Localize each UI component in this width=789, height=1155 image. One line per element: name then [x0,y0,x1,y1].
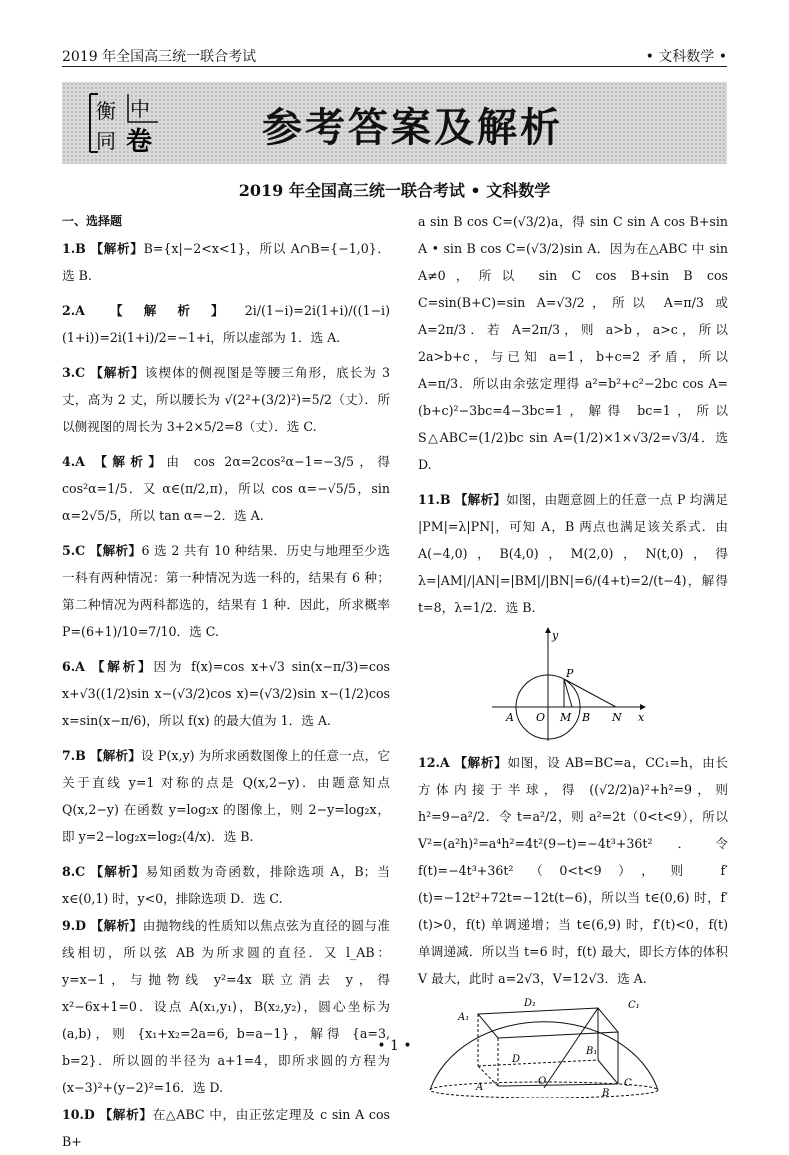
analysis-tag: 【解析】 [89,543,142,558]
paragraph-gap [62,351,390,359]
analysis-tag: 【解析】 [89,748,142,763]
paragraph-gap [418,478,728,486]
analysis-tag: 【解析】 [90,365,145,380]
answer-paragraph [62,448,390,529]
figure-label: D₁ [524,998,537,1009]
paragraph-text: B={x|−2<x<1}，所以 A∩B={−1,0}．选 B. [62,241,391,283]
section-heading [62,208,390,235]
logo-char-2: 中 [130,97,150,121]
paragraph-text: 设 P(x,y) 为所求函数图像上的任意一点，它关于直线 y=1 对称的点是 Q(x,2−y)．由题意知点 Q(x,2−y) 在函数 y=log₂x 的图像上，则 2−y=log₂x，即 y=2−log₂x=log₂(4/x)．选 B. [62,748,390,844]
figure-label: x [638,711,645,724]
answer-paragraph [62,653,390,734]
figure-label: B [602,1088,610,1098]
paragraph-gap [62,850,390,858]
paragraph-text: 由 cos 2α=2cos²α−1=−3/5，得 cos²α=1/5．又 α∈(π/2,π)，所以 cos α=−√5/5，sin α=2√5/5，所以 tan α=−2．选 A. [62,454,390,523]
figure-label: C₁ [628,1000,640,1011]
logo-char-4: 卷 [126,127,153,157]
answer-paragraph [62,297,390,351]
document-title: 2019 年全国高三统一联合考试 • 文科数学 [238,181,551,200]
paragraph-gap [62,734,390,742]
paragraph-gap [62,529,390,537]
figure-label: B₁ [586,1046,598,1057]
analysis-tag: 【解析】 [94,454,167,469]
analysis-tag: 【解析】 [454,492,507,507]
question-number: 9.D [62,918,87,933]
left-column [62,208,390,1155]
figure-label: M [560,711,572,724]
answer-paragraph [62,742,390,850]
question-number: 6.A [62,659,85,674]
figure-label: P [566,667,574,680]
paragraph-text: 由抛物线的性质知以焦点弦为直径的圆与准线相切，所以弦 AB 为所求圆的直径．又 l_AB：y=x−1，与抛物线 y²=4x 联立消去 y，得 x²−6x+1=0．设点 A(x₁,y₁)，B(x₂,y₂)，圆心坐标为 (a,b)，则 {x₁+x₂=2a=6, b=a−1}，解得 {a=3, b=2}．所以圆的半径为 a+1=4，即所求圆的方程为 (x−3)²+(y−2)²=16．选 D. [62,918,391,1095]
question-number: 2.A [62,303,85,318]
analysis-tag: 【解析】 [454,755,508,770]
question-number: 12.A [418,755,450,770]
running-header [62,44,727,67]
logo-char-1: 衡 [96,99,116,123]
paragraph-gap [62,440,390,448]
figure-label: A [506,711,514,724]
figure-label: O [538,1076,547,1087]
answer-paragraph [62,1101,390,1155]
figure-label: A₁ [458,1012,470,1023]
question-number: 7.B [62,748,86,763]
question-number: 1.B [62,241,86,256]
figure-label: D [512,1054,521,1065]
paragraph-text: a sin B cos C=(√3/2)a，得 sin C sin A cos B+sin A • sin B cos C=(√3/2)sin A．因为在△ABC 中 sin A≠0，所以 sin C cos B+sin B cos C=sin(B+C)=sin A=√3/2，所以 A=π/3 或 A=2π/3．若 A=2π/3，则 a>b，a>c，所以 2a>b+c，与已知 a=1，b+c=2 矛盾，所以 A=π/3．所以由余弦定理得 a²=b²+c²−2bc cos A=(b+c)²−3bc=4−3bc=1，解得 bc=1，所以 S△ABC=(1/2)bc sin A=(1/2)×1×√3/2=√3/4．选 D. [418,214,728,472]
paragraph-text: 在△ABC 中，由正弦定理及 c sin A cos B+ [62,1107,390,1149]
q11-figure [488,625,648,743]
answer-paragraph [62,858,390,912]
answer-banner [62,82,727,164]
analysis-tag: 【解析】 [99,1107,153,1122]
figure-label: y [552,629,559,642]
paragraph-text: 6 选 2 共有 10 种结果．历史与地理至少选一科有两种情况：第一种情况为选一科的，结果有 6 种；第二种情况为两科都选的，结果有 1 种．因此，所求概率 P=(6+1)/10=7/10．选 C. [62,543,390,639]
right-column [418,208,728,1098]
figure-label: C [624,1078,632,1089]
header-right: • 文科数学 • [645,49,727,65]
answer-paragraph [62,359,390,440]
analysis-tag: 【解析】 [90,241,144,256]
logo-char-3: 同 [96,129,116,153]
paragraph-text: 如图，由题意圆上的任意一点 P 均满足 |PM|=λ|PN|，可知 A，B 两点也满足该关系式．由 A(−4,0)，B(4,0)，M(2,0)，N(t,0)，得 λ=|AM|/|AN|=|BM|/|BN|=6/(4+t)=2/(t−4)，解得 t=8，λ=1/2．选 B. [418,492,728,615]
paragraph-text: 该楔体的侧视图是等腰三角形，底长为 3 丈，高为 2 丈，所以腰长为 √(2²+(3/2)²)=5/2（丈）．所以侧视图的周长为 3+2×5/2=8（丈）．选 C. [62,365,390,434]
paragraph-text: 易知函数为奇函数，排除选项 A，B；当 x∈(0,1) 时，y<0，排除选项 D．选 C. [62,864,390,906]
analysis-tag: 【解析】 [110,303,245,318]
analysis-tag: 【解析】 [90,918,143,933]
question-number: 11.B [418,492,451,507]
analysis-tag: 【解析】 [91,659,154,674]
figure-label: N [612,711,622,724]
header-left: 2019 年全国高三统一联合考试 [62,49,257,65]
answer-paragraph [62,912,390,1101]
answer-paragraph [418,749,728,992]
analysis-tag: 【解析】 [90,864,146,879]
figure-label: B [582,711,591,724]
question-number: 4.A [62,454,85,469]
question-number: 5.C [62,543,86,558]
paragraph-gap [62,645,390,653]
paragraph-text: 因为 f(x)=cos x+√3 sin(x−π/3)=cos x+√3((1/2)sin x−(√3/2)cos x)=(√3/2)sin x−(1/2)cos x=sin(x−π/6)，所以 f(x) 的最大值为 1．选 A. [62,659,390,728]
question-number: 10.D [62,1107,95,1122]
paragraph-text: 如图，设 AB=BC=a，CC₁=h，由长方体内接于半球，得 ((√2/2)a)²+h²=9，则 h²=9−a²/2．令 t=a²/2，则 a²=2t（0<t<9），所以 V²=(a²h)²=a⁴h²=4t²(9−t)=−4t³+36t²．令 f(t)=−4t³+36t²（0<t<9），则 f′(t)=−12t²+72t=−12t(t−6)，所以当 t∈(0,6) 时，f′(t)>0，f(t) 单调递增；当 t∈(6,9) 时，f′(t)<0，f(t) 单调递减．所以当 t=6 时，f(t) 最大，即长方体的体积 V 最大，此时 a=2√3，V=12√3．选 A. [418,755,729,986]
answer-paragraph [62,235,390,289]
banner-title: 参考答案及解析 [262,105,563,151]
paragraph-gap [62,289,390,297]
paragraph-text: 2i/(1−i)=2i(1+i)/((1−i)(1+i))=2i(1+i)/2=−1+i，所以虚部为 1．选 A. [62,303,390,345]
question-number: 3.C [62,365,86,380]
question-number: 8.C [62,864,86,879]
answer-paragraph [418,486,728,621]
paragraph-text: 一、选择题 [62,214,123,228]
answer-paragraph [418,208,728,478]
hengzhong-logo [84,88,164,158]
figure-label: A [476,1082,484,1093]
figure-label: O [536,711,546,724]
page-number: • 1 • [377,1038,412,1054]
answer-paragraph [62,537,390,645]
